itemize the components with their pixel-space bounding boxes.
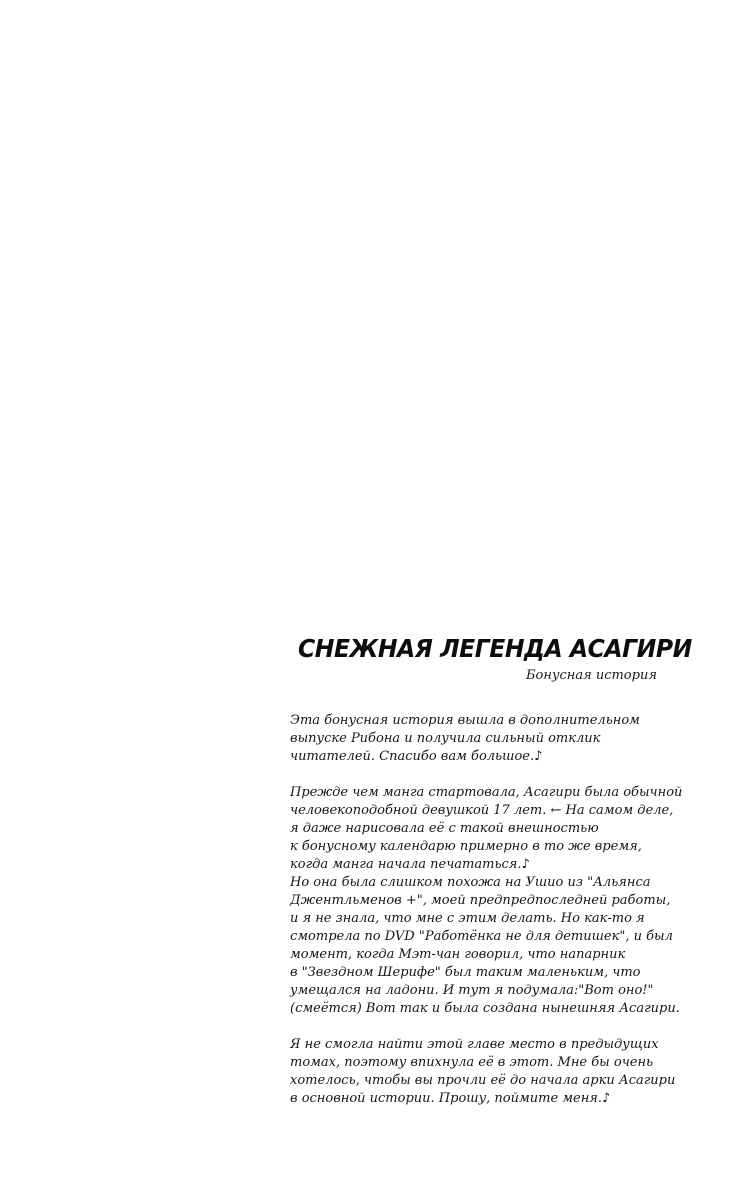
text-line: смотрела по DVD "Работёнка не для детишек", и был [290,929,673,944]
paragraph-2 [290,784,730,1018]
text-line: хотелось, чтобы вы прочли её до начала арки Асагири [290,1073,676,1088]
text-line: в основной истории. Прошу, поймите меня.♪ [290,1091,611,1106]
text-line: Но она была слишком похожа на Ушио из "Альянса [290,875,651,890]
text-line: в "Звездном Шерифе" был таким маленьким, что [290,965,641,980]
text-line: человекоподобной девушкой 17 лет. ← На самом деле, [290,803,674,818]
chapter-title: СНЕЖНАЯ ЛЕГЕНДА АСАГИРИ [298,634,692,663]
text-line: Я не смогла найти этой главе место в предыдущих [290,1037,659,1052]
text-line: (смеётся) Вот так и была создана нынешняя Асагири. [290,1001,680,1016]
text-line: Эта бонусная история вышла в дополнительном [290,713,640,728]
text-line: Джентльменов +", моей предпредпоследней работы, [290,893,671,908]
paragraph-3 [290,1036,730,1108]
chapter-subtitle: Бонусная история [526,668,657,683]
text-line: момент, когда Мэт-чан говорил, что напарник [290,947,626,962]
text-line: Прежде чем манга стартовала, Асагири была обычной [290,785,683,800]
text-line: я даже нарисовала её с такой внешностью [290,821,599,836]
author-note [290,712,730,1126]
text-line: умещался на ладони. И тут я подумала:"Вот оно!" [290,983,654,998]
text-line: читателей. Спасибо вам большое.♪ [290,749,543,764]
text-line: томах, поэтому впихнула её в этот. Мне бы очень [290,1055,654,1070]
text-line: и я не знала, что мне с этим делать. Но как-то я [290,911,645,926]
text-line: к бонусному календарю примерно в то же время, [290,839,642,854]
paragraph-1 [290,712,730,766]
text-line: выпуске Рибона и получила сильный отклик [290,731,601,746]
text-line: когда манга начала печататься.♪ [290,857,530,872]
